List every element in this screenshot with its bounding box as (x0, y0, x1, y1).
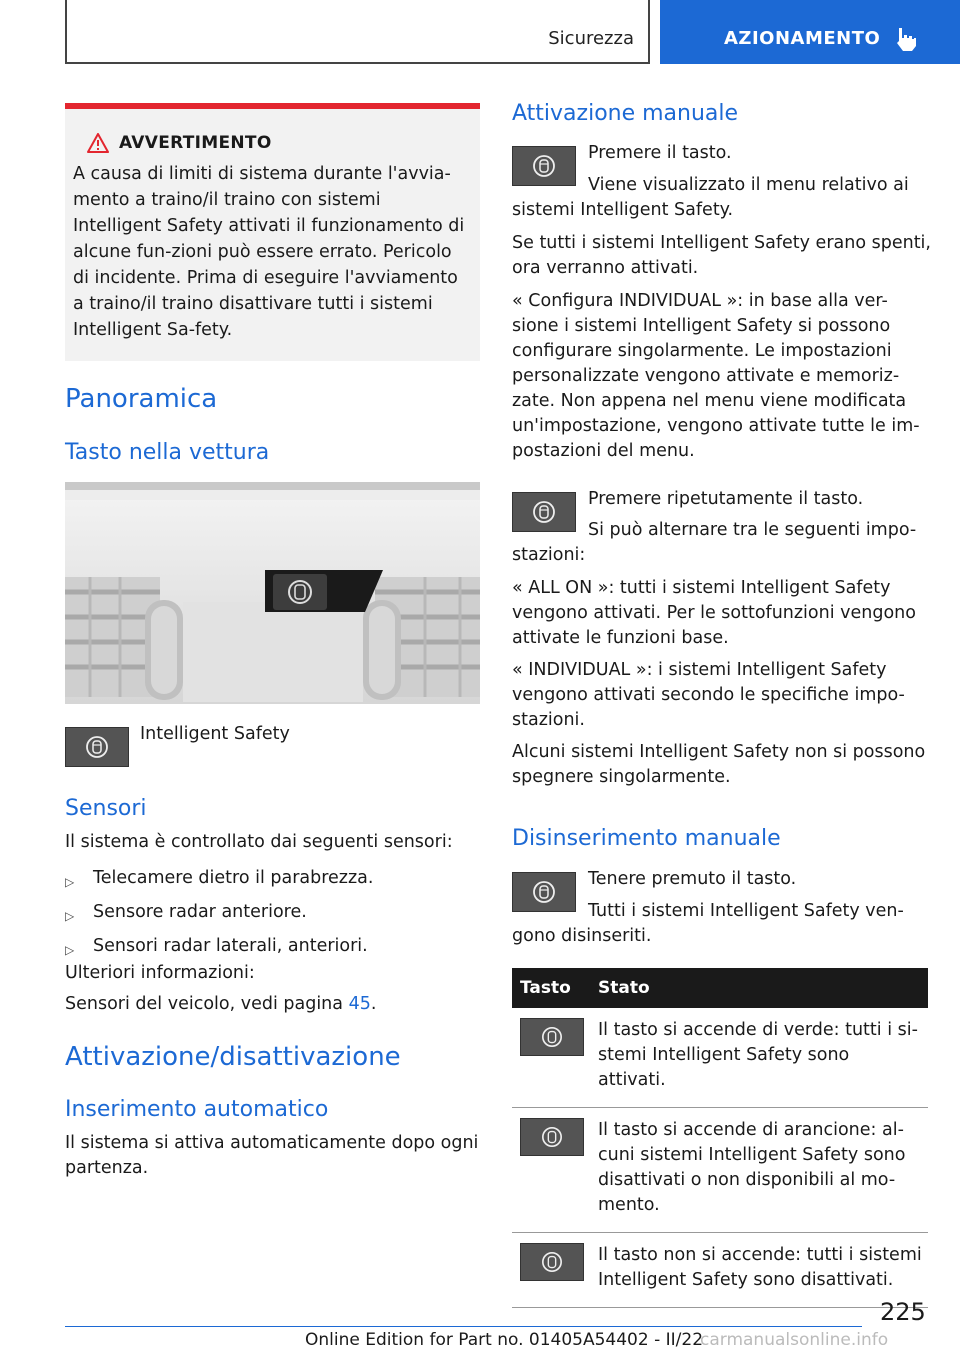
list-item: ▷ Sensori radar laterali, anteriori. (65, 934, 480, 963)
warning-triangle-icon (87, 133, 109, 153)
page-number: 225 (880, 1298, 926, 1326)
more-info-label: Ulteriori informazioni: (65, 963, 255, 983)
page-link[interactable]: 45 (348, 994, 371, 1014)
menu-shown-text: Viene visualizzato il menu relativo ai sistemi Intelligent Safety. (512, 175, 909, 220)
button-caption: Intelligent Safety (140, 724, 290, 744)
press-once-text: Premere il tasto. (588, 143, 732, 163)
all-on-text: « ALL ON »: tutti i sistemi Intelligent Safety vengono attivati. Per le sottofunzioni vengono attivate le funzioni base. (512, 578, 916, 648)
intelligent-safety-button-icon (65, 727, 129, 767)
footer-divider (65, 1326, 862, 1327)
column-header-button: Tasto (512, 968, 590, 1008)
chapter-title: AZIONAMENTO (724, 28, 881, 49)
edition-text: Online Edition for Part no. 01405A54402 - II/22 (305, 1330, 704, 1350)
table-cell-state: Il tasto si accende di arancione: al-cuni sistemi Intelligent Safety sono disattivati o non disponibili al mo-mento. (590, 1108, 928, 1233)
chapter-tab (660, 0, 960, 64)
warning-title: AVVERTIMENTO (119, 133, 272, 153)
hold-text: Tenere premuto il tasto. (588, 869, 797, 889)
column-header-state: Stato (590, 968, 928, 1008)
section-tab (65, 0, 650, 64)
table-row (512, 1233, 928, 1308)
alternate-text: Si può alternare tra le seguenti impo-stazioni: (512, 520, 917, 565)
list-item: ▷ Sensore radar anteriore. (65, 900, 480, 929)
triangle-bullet-icon: ▷ (65, 875, 75, 889)
dashboard-illustration (65, 482, 480, 704)
all-off-text: Se tutti i sistemi Intelligent Safety erano spenti, ora verranno attivati. (512, 233, 931, 278)
button-heading: Tasto nella vettura (65, 440, 270, 465)
activation-heading: Attivazione/disattivazione (65, 1042, 401, 1072)
button-green-icon (520, 1018, 584, 1056)
table-header-row (512, 968, 928, 1008)
car-shield-icon (85, 735, 109, 759)
section-title: Sicurezza (548, 28, 634, 49)
sensors-intro: Il sistema è controllato dai seguenti sensori: (65, 832, 453, 852)
manual-deactivation-heading: Disinserimento manuale (512, 826, 781, 851)
table-cell-state: Il tasto si accende di verde: tutti i si-stemi Intelligent Safety sono attivati. (590, 1008, 928, 1108)
overview-heading: Panoramica (65, 384, 218, 414)
triangle-bullet-icon: ▷ (65, 943, 75, 957)
auto-activation-heading: Inserimento automatico (65, 1097, 329, 1122)
status-table (512, 968, 928, 1308)
manual-activation-heading: Attivazione manuale (512, 101, 739, 126)
button-orange-icon (520, 1118, 584, 1156)
list-item: ▷ Telecamere dietro il parabrezza. (65, 866, 480, 895)
auto-activation-text: Il sistema si attiva automaticamente dopo ogni partenza. (65, 1133, 479, 1178)
sensor-list (65, 866, 480, 963)
triangle-bullet-icon: ▷ (65, 909, 75, 923)
warning-box (65, 103, 480, 361)
warning-text: A causa di limiti di sistema durante l'avvia-mento a traino/il traino con sistemi Intelligent Safety attivati il funzionamento di alcune fun-zioni può essere errato. Pericolo di incidente. Prima di eseguire l'avviamento a traino/il traino disattivare tutti i sistemi Intelligent Sa-fety. (73, 164, 465, 340)
configure-text: « Configura INDIVIDUAL »: in base alla ver-sione i sistemi Intelligent Safety si possono configurare singolarmente. Le impostazioni personalizzate vengono attivate e memoriz-zate. Non appena nel menu viene modificata un'impostazione, vengono attivate tutte le im-postazioni del menu. (512, 291, 920, 461)
press-repeat-text: Premere ripetutamente il tasto. (588, 489, 864, 509)
watermark: carmanualsonline.info (700, 1330, 889, 1350)
sensors-heading: Sensori (65, 796, 147, 821)
warning-title-row (87, 133, 470, 153)
all-disabled-text: Tutti i sistemi Intelligent Safety ven-gono disinseriti. (512, 901, 904, 946)
table-row (512, 1008, 928, 1108)
table-cell-state: Il tasto non si accende: tutti i sistemi Intelligent Safety sono disattivati. (590, 1233, 928, 1308)
button-off-icon (520, 1243, 584, 1281)
cannot-off-text: Alcuni sistemi Intelligent Safety non si possono spegnere singolarmente. (512, 742, 926, 787)
table-row (512, 1108, 928, 1233)
dashboard-photo (65, 482, 480, 704)
more-info-reference: Sensori del veicolo, vedi pagina 45. (65, 994, 377, 1014)
individual-text: « INDIVIDUAL »: i sistemi Intelligent Safety vengono attivati secondo le specifiche impo-stazioni. (512, 660, 905, 730)
hand-pointer-icon (894, 26, 918, 52)
